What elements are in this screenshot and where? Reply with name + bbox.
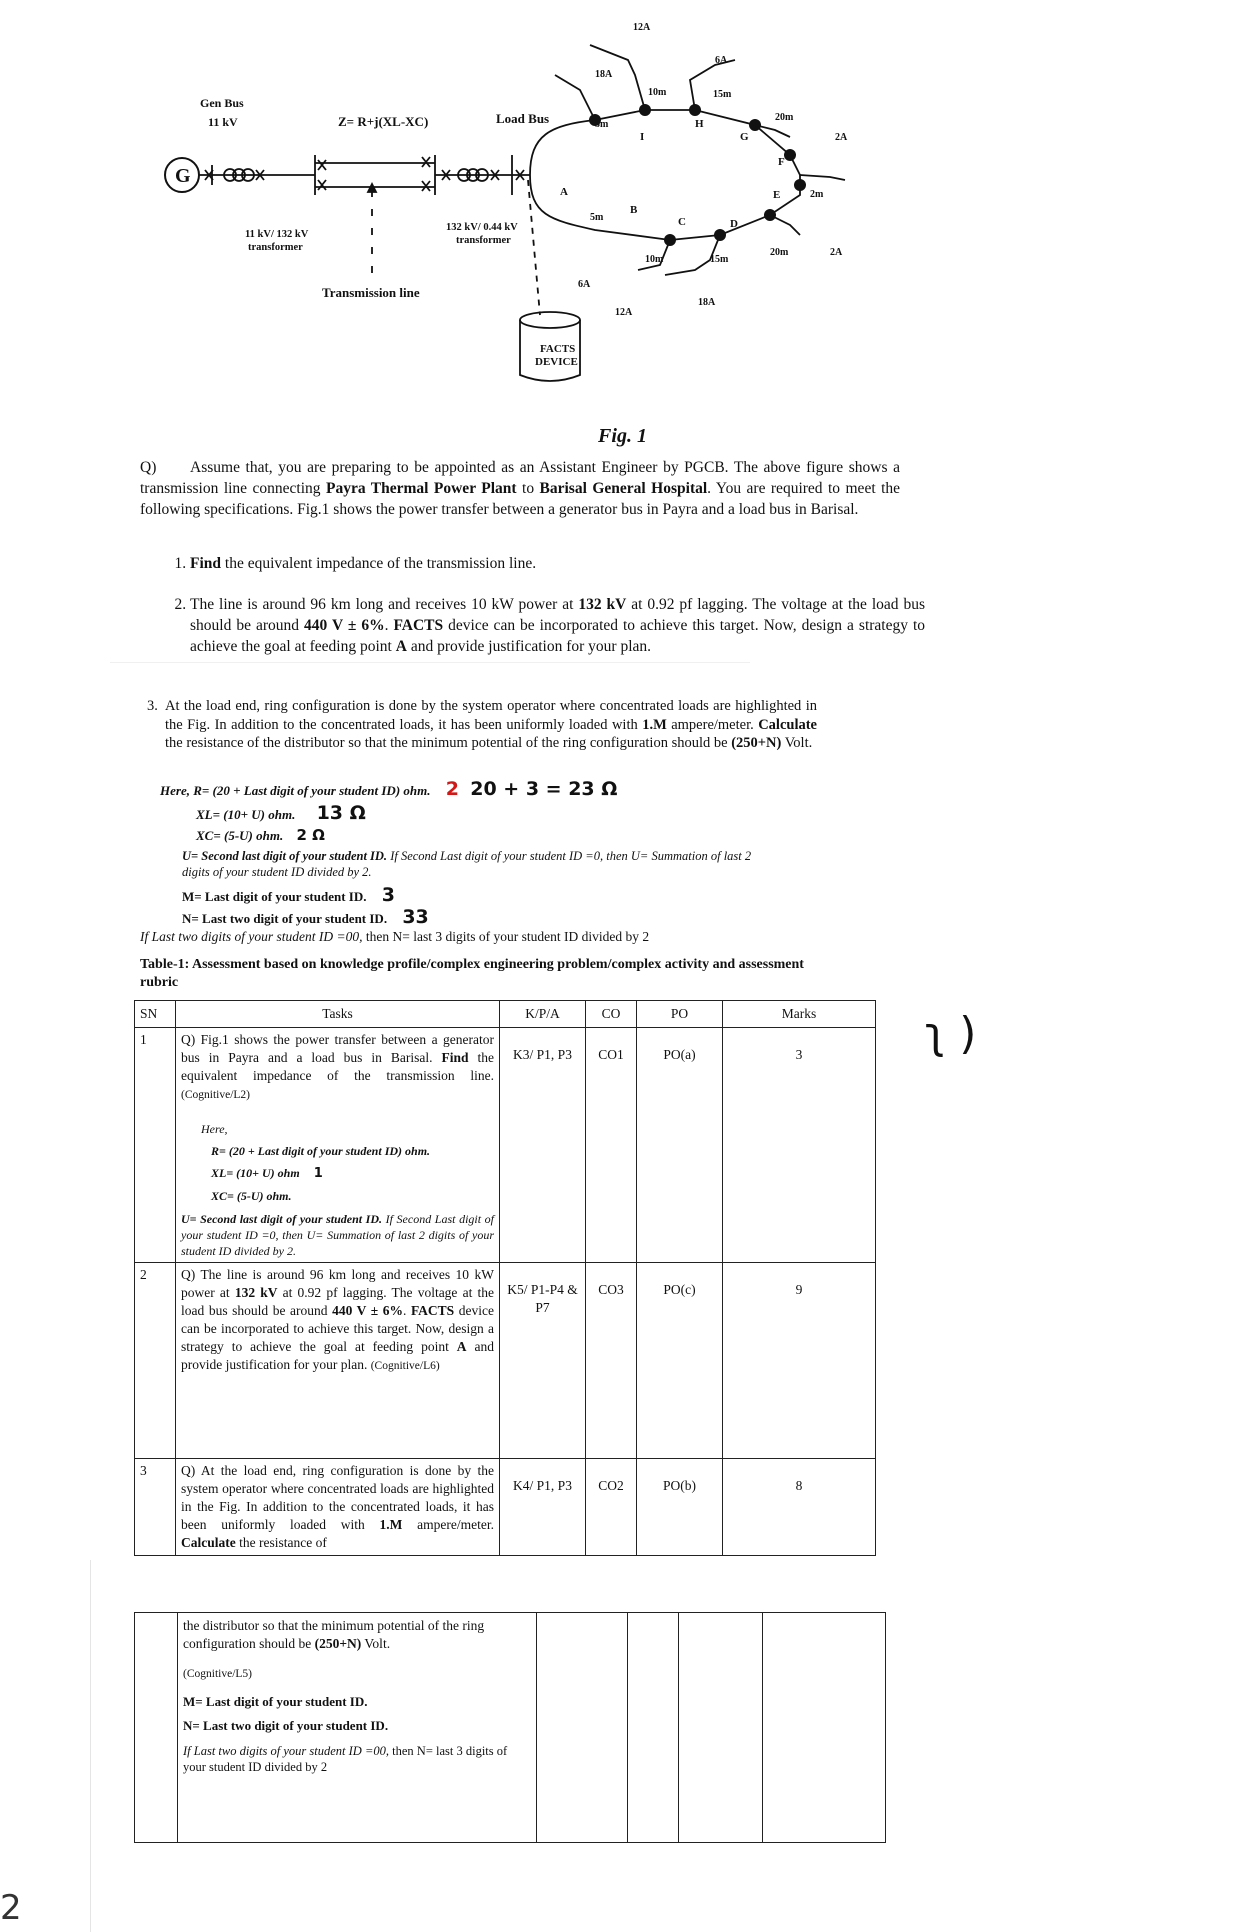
node-g: G <box>740 131 749 143</box>
table-row <box>135 1613 886 1843</box>
node-h: H <box>695 118 704 130</box>
generator-letter: G <box>175 165 191 187</box>
row2-task: Q) The line is around 96 km long and receives 10 kW power at 132 kV at 0.92 pf lagging. The voltage at the load bus should be around 440 V ± 6%. FACTS device can be incorporated to achieve this target. Now, design a strategy to achieve the goal at feeding point A and provide justification for your plan. (Cognitive/L6) <box>176 1263 500 1459</box>
question-intro <box>140 457 900 520</box>
row1-kpa: K3/ P1, P3 <box>500 1028 586 1263</box>
distance-20m-bottom: 20m <box>770 247 789 258</box>
cont-kpa <box>537 1613 628 1843</box>
node-i: I <box>640 131 645 143</box>
row2-co: CO3 <box>586 1263 637 1459</box>
transformer2-label: 132 kV/ 0.44 kV <box>446 222 518 233</box>
handwritten-r-calc: 20 + 3 = 23 Ω <box>470 778 618 800</box>
facts-label-2: DEVICE <box>535 356 578 368</box>
cont-sn <box>135 1613 178 1843</box>
row1-sn: 1 <box>135 1028 176 1263</box>
distance-5m-top: 5m <box>595 119 609 130</box>
current-bottom-6a: 6A <box>578 279 591 290</box>
node-a: A <box>560 186 568 198</box>
intro-hospital: Barisal General Hospital <box>539 480 708 497</box>
header-marks: Marks <box>723 1001 876 1028</box>
task-2: 2. The line is around 96 km long and receives 10 kW power at 132 kV at 0.92 pf lagging. The voltage at the load bus should be around 440 V ± 6%. FACTS device can be incorporated to achieve this target. Now, design a strategy to achieve the goal at feeding point A and provide justification for your plan. <box>190 594 925 657</box>
current-bottom-12a: 12A <box>615 307 633 318</box>
cont-co <box>628 1613 679 1843</box>
r-definition: Here, R= (20 + Last digit of your student ID) ohm. 2 20 + 3 = 23 Ω <box>160 778 618 800</box>
n-definition: N= Last two digit of your student ID. 33 <box>182 906 429 928</box>
row3-co: CO2 <box>586 1459 637 1556</box>
current-top-18a: 18A <box>595 69 613 80</box>
divider <box>110 662 750 663</box>
distance-10m-top: 10m <box>648 87 667 98</box>
figure-caption: Fig. 1 <box>598 425 647 447</box>
row1-task: Q) Fig.1 shows the power transfer between a generator bus in Payra and a load bus in Barisal. Find the equivalent impedance of the transmission line. (Cognitive/L2) Here, R= (20 + Last digit of your student ID) ohm. XL= (10+ U) ohm 1 XC= (5-U) ohm. U= Second last digit of your student ID. If Second Last digit of your student ID =0, then U= Summation of last 2 digits of your student ID divided by 2. <box>176 1028 500 1263</box>
row1-u: U= Second last digit of your student ID. If Second Last digit of your student ID =0, then U= Summation of last 2 digits of your student ID divided by 2. <box>181 1212 495 1258</box>
distance-15m-bottom: 15m <box>710 254 729 265</box>
distance-15m-top: 15m <box>713 89 732 100</box>
row1-marks: 3 <box>723 1028 876 1263</box>
row3-kpa: K4/ P1, P3 <box>500 1459 586 1556</box>
node-e: E <box>773 189 781 201</box>
distance-10m-bottom: 10m <box>645 254 664 265</box>
row1-po: PO(a) <box>637 1028 723 1263</box>
facts-label-1: FACTS <box>540 343 576 355</box>
header-co: CO <box>586 1001 637 1028</box>
handwritten-xl-calc: 13 Ω <box>316 802 366 824</box>
gen-bus-label: Gen Bus <box>200 96 244 110</box>
current-right-2a-1: 2A <box>835 132 848 143</box>
node-f: F <box>778 156 785 168</box>
transmission-line-label: Transmission line <box>322 285 420 300</box>
cont-m: M= Last digit of your student ID. <box>183 1694 368 1709</box>
task-3: 3. At the load end, ring configuration is done by the system operator where concentrated loads are highlighted in the Fig. In addition to the concentrated loads, it has been uniformly loaded with 1.M ampere/meter. Calculate the resistance of the distributor so that the minimum potential of the ring configuration should be (250+N) Volt. <box>147 698 817 751</box>
header-po: PO <box>637 1001 723 1028</box>
row3-marks: 8 <box>723 1459 876 1556</box>
current-top-12a: 12A <box>633 22 651 33</box>
transformer1-sub: transformer <box>248 242 303 253</box>
row1-xl: XL= (10+ U) ohm 1 <box>211 1166 323 1181</box>
handwritten-n-value: 33 <box>402 906 429 928</box>
row3-sn: 3 <box>135 1459 176 1556</box>
header-kpa: K/P/A <box>500 1001 586 1028</box>
table-caption: Table-1: Assessment based on knowledge profile/complex engineering problem/complex activity and assessment rubric <box>140 957 804 990</box>
node-c: C <box>678 216 686 228</box>
handwritten-side-mark: ʅ ) <box>925 1008 977 1059</box>
row2-marks: 9 <box>723 1263 876 1459</box>
intro-plant: Payra Thermal Power Plant <box>325 480 517 497</box>
table-row <box>135 1028 876 1263</box>
header-sn: SN <box>135 1001 176 1028</box>
question-label: Q) <box>140 459 157 476</box>
row2-kpa: K5/ P1-P4 & P7 <box>500 1263 586 1459</box>
cont-po <box>679 1613 763 1843</box>
intro-text-a: Assume that, you are preparing to be appointed as an Assistant Engineer by PGCB. The above figure shows a transmission line connecting <box>140 459 900 497</box>
current-top-6a: 6A <box>715 55 728 66</box>
cont-task: the distributor so that the minimum potential of the ring configuration should be (250+N) Volt. (Cognitive/L5) M= Last digit of your student ID. N= Last two digit of your student ID. If Last two digits of your student ID =00, then N= last 3 digits of your student ID divided by 2 <box>178 1613 537 1843</box>
row3-po: PO(b) <box>637 1459 723 1556</box>
n-zero-note: If Last two digits of your student ID =00, then N= last 3 digits of your student ID divided by 2 <box>140 929 650 944</box>
header-tasks: Tasks <box>176 1001 500 1028</box>
task-1: 1. Find the equivalent impedance of the transmission line. <box>190 553 925 574</box>
fig1-circuit-diagram <box>150 15 890 395</box>
handwritten-table-mark: 1 <box>313 1166 323 1181</box>
cont-level: (Cognitive/L5) <box>183 1668 252 1680</box>
intro-to: to <box>516 480 540 497</box>
row1-co: CO1 <box>586 1028 637 1263</box>
node-d: D <box>730 218 738 230</box>
assessment-table <box>134 1000 876 1556</box>
handwritten-r-mark: 2 <box>445 778 459 800</box>
m-definition: M= Last digit of your student ID. 3 <box>182 884 395 906</box>
row1-xc: XC= (5-U) ohm. <box>211 1189 292 1203</box>
current-bottom-18a: 18A <box>698 297 716 308</box>
node-b: B <box>630 204 638 216</box>
intro-text-c: . You are required to meet the following specifications. Fig.1 shows the power transfer between a generator bus in Payra and a load bus in Barisal. <box>140 480 901 518</box>
handwritten-m-value: 3 <box>381 884 395 906</box>
transformer1-label: 11 kV/ 132 kV <box>245 229 309 240</box>
assessment-table-continued <box>134 1612 886 1843</box>
row2-sn: 2 <box>135 1263 176 1459</box>
row2-po: PO(c) <box>637 1263 723 1459</box>
xc-definition: XC= (5-U) ohm. 2 Ω <box>196 826 325 844</box>
row1-r: R= (20 + Last digit of your student ID) ohm. <box>211 1144 431 1158</box>
xl-definition: XL= (10+ U) ohm. 13 Ω <box>196 802 366 824</box>
impedance-label: Z= R+j(XL-XC) <box>338 114 429 129</box>
corner-page-mark: 2 <box>0 1888 22 1928</box>
distance-2m: 2m <box>810 189 824 200</box>
task-list-2 <box>168 594 925 657</box>
page-edge-line <box>90 1560 91 1932</box>
distance-20m-top: 20m <box>775 112 794 123</box>
table-row <box>135 1459 876 1556</box>
table-header-row <box>135 1001 876 1028</box>
cont-n: N= Last two digit of your student ID. <box>183 1718 389 1733</box>
load-bus-label: Load Bus <box>496 111 550 126</box>
task-3-number: 3. <box>147 698 158 714</box>
cont-marks <box>763 1613 886 1843</box>
gen-bus-voltage: 11 kV <box>208 115 238 129</box>
row3-task: Q) At the load end, ring configuration is done by the system operator where concentrated loads are highlighted in the Fig. In addition to the concentrated loads, it has been uniformly loaded with 1.M ampere/meter. Calculate the resistance of <box>176 1459 500 1556</box>
row1-here: Here, <box>201 1122 228 1136</box>
current-right-2a-2: 2A <box>830 247 843 258</box>
u-definition: U= Second last digit of your student ID. If Second Last digit of your student ID =0, then U= Summation of last 2 digits of your student ID divided by 2. <box>182 849 752 879</box>
handwritten-xc-calc: 2 Ω <box>296 826 325 844</box>
table-row <box>135 1263 876 1459</box>
task-list-1 <box>168 553 925 574</box>
cont-note: If Last two digits of your student ID =00, then N= last 3 digits of your student ID divided by 2 <box>183 1744 508 1774</box>
transformer2-sub: transformer <box>456 235 511 246</box>
distance-5m-bottom: 5m <box>590 212 604 223</box>
